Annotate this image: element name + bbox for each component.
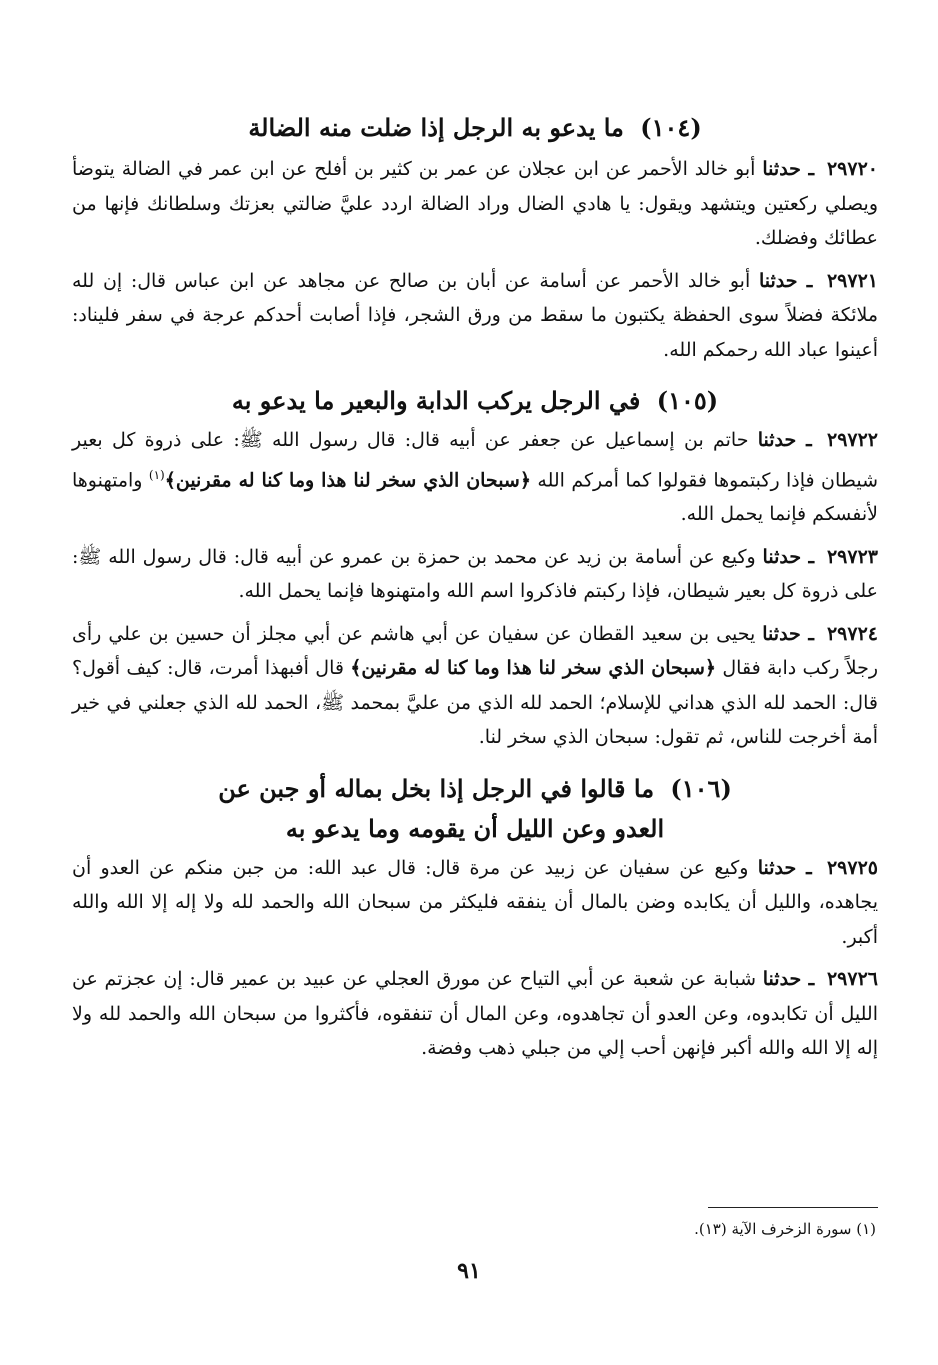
hadith-29720 <box>72 152 878 256</box>
section-title-text-line2: العدو وعن الليل أن يقومه وما يدعو به <box>285 813 665 843</box>
hadith-text: يحيى بن سعيد القطان عن سفيان عن أبي هاشم عن أبي مجلز أن حسين بن علي رأى رجلاً ركب دابة فقال <box>72 622 878 680</box>
footnote-ref: (١) <box>148 467 165 482</box>
section-title-105 <box>72 381 878 421</box>
hadith-29724 <box>72 617 878 755</box>
section-title-106 <box>72 769 878 849</box>
hadith-lead: ـ حدثنا <box>757 856 812 879</box>
hadith-number: ٢٩٧٢١ <box>826 269 878 292</box>
hadith-text-continued: وامتهنوها لأنفسكم فإنما يحمل الله. <box>72 468 878 526</box>
hadith-lead: ـ حدثنا <box>762 158 815 180</box>
section-title-104 <box>72 108 878 148</box>
hadith-number: ٢٩٧٢٤ <box>826 622 878 645</box>
hadith-29723 <box>72 540 878 609</box>
section-number: (١٠٥) <box>656 386 719 415</box>
hadith-number: ٢٩٧٢٦ <box>826 968 878 991</box>
hadith-number: ٢٩٧٢٣ <box>826 545 878 568</box>
hadith-lead: ـ حدثنا <box>758 269 813 292</box>
quran-verse: ﴿سبحان الذي سخر لنا هذا وما كنا له مقرنين﴾ <box>164 468 531 491</box>
page-number: ٩١ <box>457 1258 481 1284</box>
hadith-text: وكيع عن أسامة بن زيد عن محمد بن حمزة بن عمرو عن أبيه قال: قال رسول الله ﷺ: على ذروة كل بعير شيطان، فإذا ركبتم فاذكروا اسم الله وامتهنوها فإنما يحمل الله. <box>72 545 878 603</box>
section-number: (١٠٤) <box>640 113 702 142</box>
hadith-text: حاتم بن إسماعيل عن جعفر عن أبيه قال: قال رسول الله ﷺ: على ذروة كل بعير شيطان فإذا ركبتموها فقولوا كما أمركم الله <box>72 429 879 491</box>
hadith-text: شبابة عن شعبة عن أبي التياح عن مورق العجلي عن عبيد بن عمير قال: إن عجزتم عن الليل أن تكابدوه، وعن العدو أن تجاهدوه، وعن المال أن تنفقوه، فأكثروا من سبحان الله والحمد لله ولا إله إلا الله والله أكبر فإنهن أحب إلي من جبلي ذهب وفضة. <box>72 968 878 1060</box>
hadith-lead: ـ حدثنا <box>762 545 815 568</box>
hadith-number: ٢٩٧٢٠ <box>826 158 878 180</box>
footnote-divider <box>708 1207 878 1208</box>
section-number: (١٠٦) <box>670 773 732 803</box>
page-body <box>72 108 878 1074</box>
section-title-text: ما يدعو به الرجل إذا ضلت منه الضالة <box>248 113 624 142</box>
hadith-text: وكيع عن سفيان عن زبيد عن مرة قال: قال عبد الله: من جبن منكم عن العدو أن يجاهده، والليل أن يكابده وضن بالمال أن ينفقه فليكثر من سبحان الله والحمد لله ولا إله إلا الله والله أكبر. <box>72 856 878 948</box>
hadith-29726 <box>72 962 878 1066</box>
section-title-text: في الرجل يركب الدابة والبعير ما يدعو به <box>231 386 641 415</box>
hadith-number: ٢٩٧٢٢ <box>826 429 879 451</box>
hadith-lead: ـ حدثنا <box>757 429 812 451</box>
section-title-text: ما قالوا في الرجل إذا بخل بماله أو جبن عن <box>218 773 655 803</box>
hadith-lead: ـ حدثنا <box>762 968 815 991</box>
hadith-text: أبو خالد الأحمر عن ابن عجلان عن عمر بن كثير بن أفلح عن ابن عمر في الضالة يتوضأ ويصلي ركعتين ويتشهد ويقول: يا هادي الضال وراد الضالة اردد عليَّ ضالتي بعزتك وسلطانك فإنها من عطائك وفضلك. <box>72 158 878 249</box>
hadith-lead: ـ حدثنا <box>762 622 814 645</box>
hadith-29725 <box>72 851 878 955</box>
footnote: (١) سورة الزخرف الآية (١٣). <box>694 1220 876 1238</box>
hadith-text-continued: قال أفبهذا أمرت، قال: كيف أقول؟ قال: الحمد لله الذي هداني للإسلام؛ الحمد لله الذي من عليَّ بمحمد ﷺ، الحمد لله الذي جعلني في خير أمة أخرجت للناس، ثم تقول: سبحان الذي سخر لنا. <box>72 657 878 749</box>
quran-verse: ﴿سبحان الذي سخر لنا هذا وما كنا له مقرنين﴾ <box>350 657 717 680</box>
hadith-number: ٢٩٧٢٥ <box>826 856 878 879</box>
hadith-29722 <box>72 423 878 532</box>
hadith-text: أبو خالد الأحمر عن أسامة عن أبان بن صالح عن مجاهد عن ابن عباس قال: إن لله ملائكة فضلاً سوى الحفظة يكتبون ما سقط من ورق الشجر، فإذا أصابت أحدكم عرجة في سفر فليناد: أعينوا عباد الله رحمكم الله. <box>72 269 878 361</box>
hadith-29721 <box>72 264 878 368</box>
